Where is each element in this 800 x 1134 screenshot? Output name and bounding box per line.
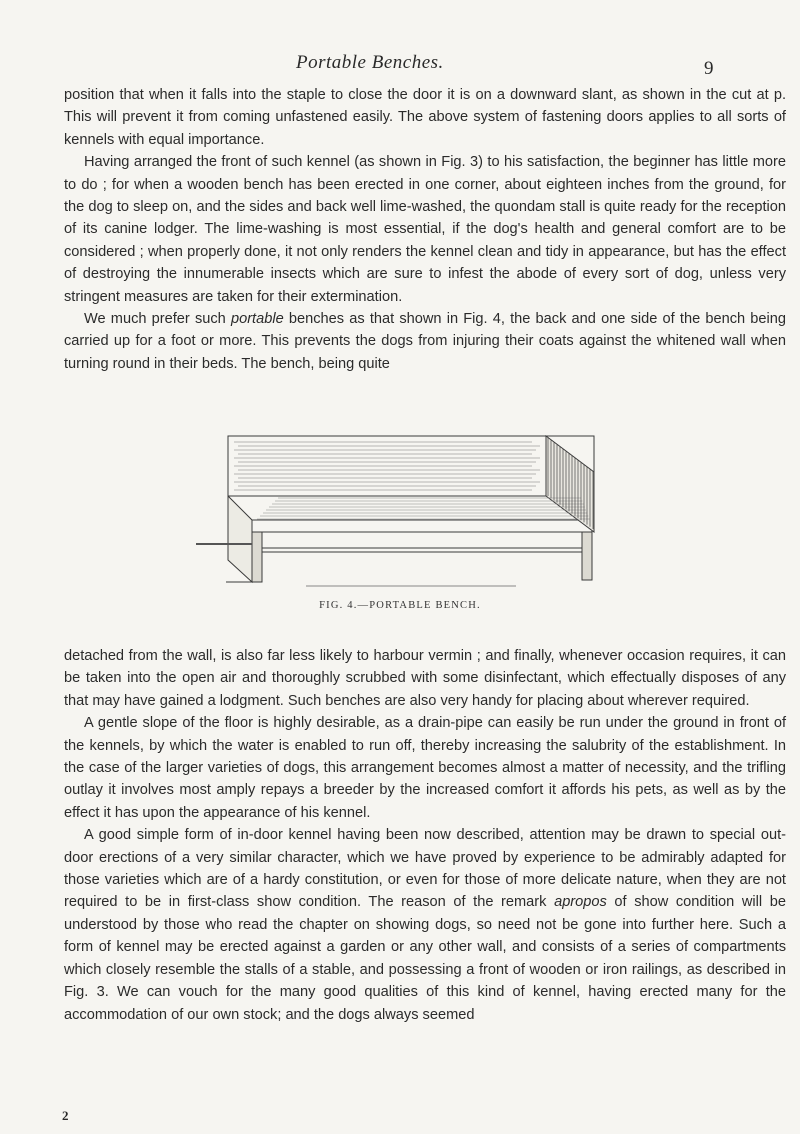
- page-number: 9: [704, 58, 714, 79]
- text-run: We much prefer such: [84, 311, 231, 328]
- bench-leg: [582, 532, 592, 580]
- figure-caption: FIG. 4.—PORTABLE BENCH.: [319, 600, 481, 611]
- text-run: of show condition will be understood by those who read the chapter on showing dogs, so need not be gone into further here. Such a form of kennel may be erected against a garden or any other wall, and consists of a series of compartments which closely resemble the stalls of a stable, and possessing a front of wooden or iron railings, as described in Fig. 3. We can vouch for the many good qualities of this kind of kennel, having erected many for the accommodation of our own stock; and the dogs always seemed: [64, 894, 786, 1023]
- bench-left-end: [228, 496, 252, 582]
- text-block-top: [64, 84, 786, 375]
- running-title: Portable Benches.: [296, 52, 444, 73]
- portable-bench-illustration: [186, 432, 614, 592]
- paragraph: [64, 824, 786, 1026]
- paragraph: detached from the wall, is also far less likely to harbour vermin ; and finally, whenever occasion requires, it can be taken into the open air and thoroughly scrubbed with some disinfectant, which effectually disposes of any that may have gained a lodgment. Such benches are also very handy for placing about wherever required.: [64, 648, 786, 709]
- paragraph: A gentle slope of the floor is highly desirable, as a drain-pipe can easily be run under the ground in front of the kennels, by which the water is enabled to run off, thereby increasing the salubrity of the establishment. In the case of the larger varieties of dogs, this arrangement becomes almost a matter of necessity, and the trifling outlay it involves most amply repays a breeder by the increased comfort it affords his pets, as well as by the effect it has upon the appearance of his kennel.: [64, 715, 786, 821]
- text-run: A good simple form of in-door kennel having been now described, attention may be drawn to special out-door erections of a very similar character, which we have proved by experience to be admirably adapted for those varieties which are of a hardy constitution, or even for those of more delicate nature, when they are not required to be in first-class show condition. The reason of the remark: [64, 827, 786, 911]
- paragraph: position that when it falls into the staple to close the door it is on a downward slant, as shown in the cut at p. This will prevent it from coming unfastened easily. The above system of fastening doors applies to all sorts of kennels with equal importance.: [64, 87, 786, 148]
- signature-mark: 2: [62, 1108, 69, 1123]
- emphasis-apropos: apropos: [554, 894, 607, 911]
- page-header: [0, 52, 800, 82]
- emphasis-portable: portable: [230, 311, 284, 328]
- bench-leg: [252, 532, 262, 582]
- paragraph: [64, 308, 786, 375]
- bench-seat-front: [252, 520, 592, 532]
- text-block-bottom: [64, 645, 786, 1026]
- paragraph: Having arranged the front of such kennel (as shown in Fig. 3) to his satisfaction, the beginner has little more to do ; for when a wooden bench has been erected in one corner, about eighteen inches from the ground, for the dog to sleep on, and the sides and back well lime-washed, the quondam stall is quite ready for the reception of its canine lodger. The lime-washing is most essential, if the dog's health and general comfort are to be considered ; when properly done, it not only renders the kennel clean and tidy in appearance, but has the effect of destroying the innumerable insects which are sure to infest the abode of every sort of dog, unless very stringent measures are taken for their extermination.: [64, 154, 786, 305]
- text-run: benches as that shown in Fig. 4, the back and one side of the bench being carried up for a foot or more. This prevents the dogs from injuring their coats against the whitened wall when turning round in their beds. The bench, being quite: [64, 311, 787, 372]
- figure-portable-bench: [186, 432, 614, 622]
